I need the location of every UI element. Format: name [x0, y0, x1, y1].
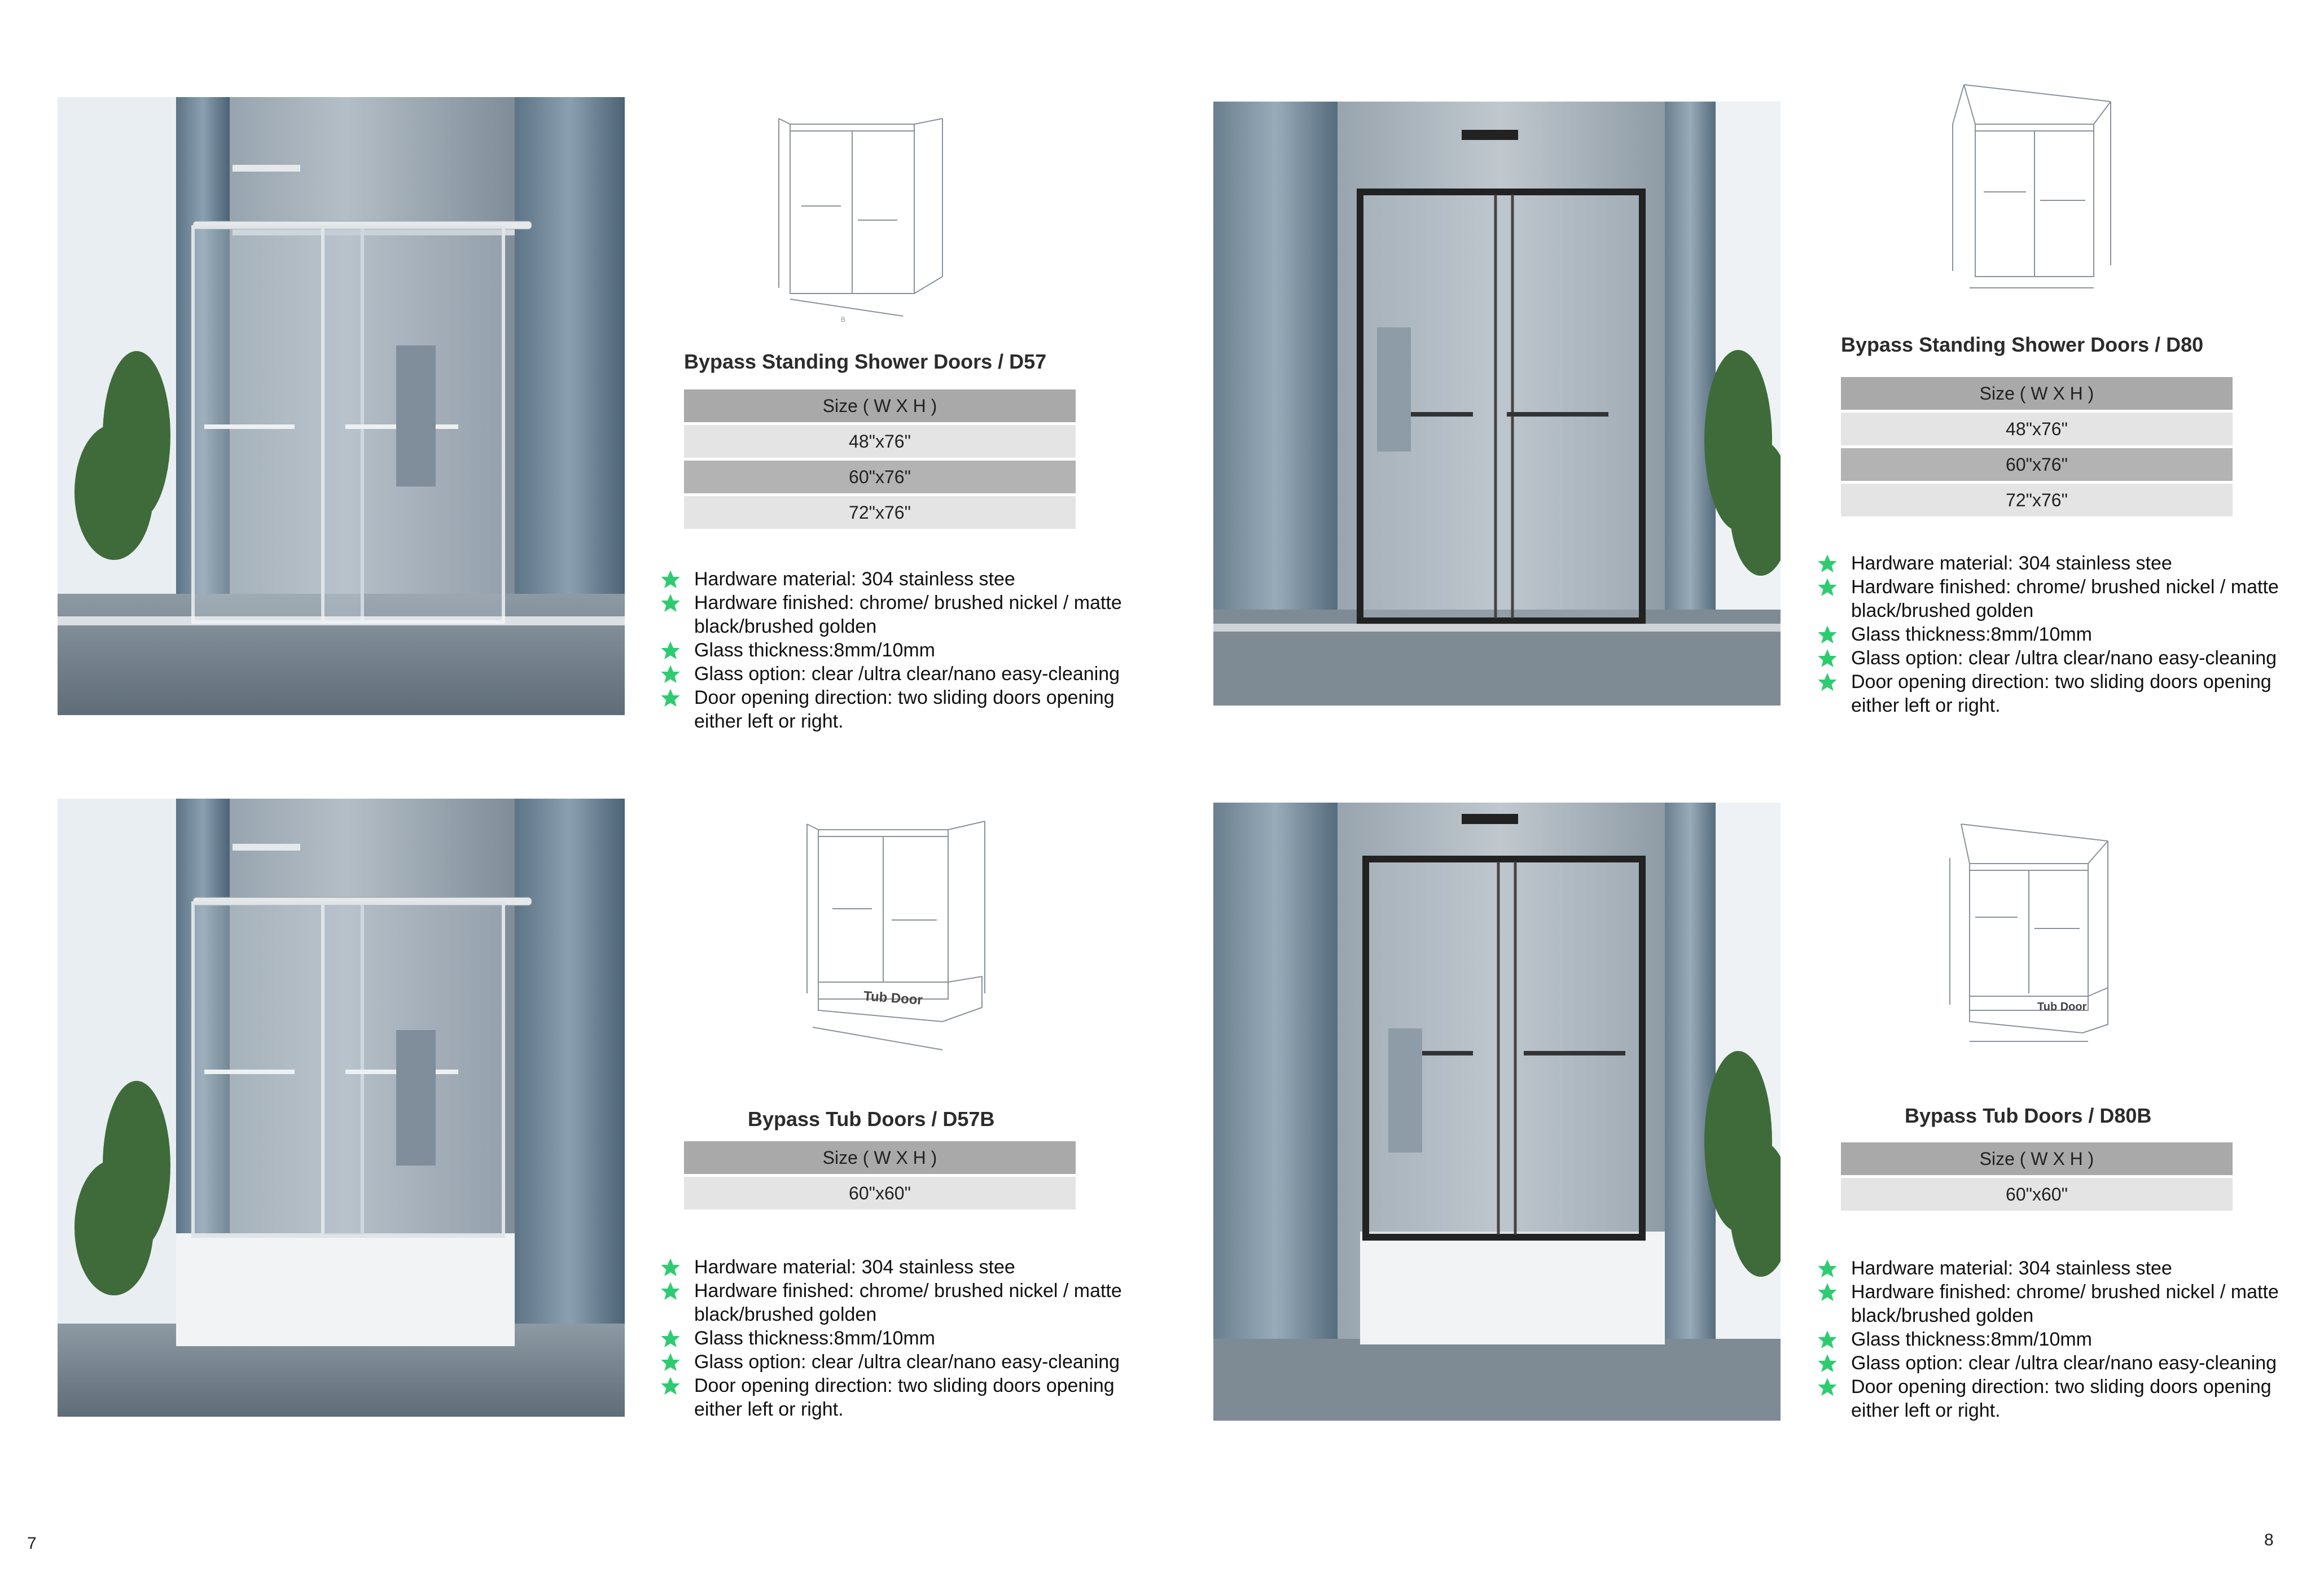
- product-title-d80: Bypass Standing Shower Doors / D80: [1841, 333, 2204, 356]
- feature-item: Hardware material: 304 stainless stee: [1816, 551, 2324, 575]
- feature-item: Hardware finished: chrome/ brushed nickel / matte black/brushed golden: [1816, 575, 2324, 623]
- feature-item: Glass thickness:8mm/10mm: [659, 1326, 1167, 1350]
- star-icon: [659, 687, 682, 709]
- size-row: 60"x60": [1841, 1178, 2233, 1211]
- size-table-d57: [684, 389, 1076, 532]
- star-icon: [1816, 671, 1839, 694]
- star-icon: [1816, 624, 1839, 646]
- feature-list-d57: [659, 567, 1167, 733]
- size-row: 48"x76": [1841, 413, 2233, 445]
- star-icon: [1816, 1376, 1839, 1399]
- feature-list-d57b: [659, 1255, 1167, 1421]
- page-number-left: 7: [27, 1534, 37, 1553]
- page-number-right: 8: [2264, 1531, 2274, 1549]
- technical-diagram-d57b: [790, 813, 1010, 1067]
- size-table-header: Size ( W X H ): [684, 1141, 1076, 1174]
- feature-item: Glass option: clear /ultra clear/nano easy-cleaning: [659, 1350, 1167, 1374]
- size-table-d80b: [1841, 1142, 2233, 1214]
- product-photo-d80: [1213, 102, 1781, 706]
- size-row: 72"x76": [684, 496, 1076, 529]
- technical-diagram-d80b: [1919, 813, 2122, 1050]
- feature-item: Glass thickness:8mm/10mm: [1816, 1328, 2324, 1351]
- product-title-d57: Bypass Standing Shower Doors / D57: [684, 350, 1047, 373]
- star-icon: [659, 1280, 682, 1303]
- feature-item: Hardware material: 304 stainless stee: [659, 567, 1167, 591]
- size-row: 60"x76": [1841, 448, 2233, 481]
- product-title-d80b: Bypass Tub Doors / D80B: [1905, 1104, 2152, 1127]
- star-icon: [659, 1375, 682, 1398]
- feature-item: Door opening direction: two sliding doors opening either left or right.: [1816, 670, 2324, 717]
- feature-list-d80: [1816, 551, 2324, 717]
- technical-diagram-d57: [756, 107, 959, 333]
- star-icon: [659, 639, 682, 662]
- size-table-header: Size ( W X H ): [1841, 1142, 2233, 1175]
- technical-diagram-d80: [1930, 79, 2122, 305]
- size-row: 48"x76": [684, 425, 1076, 458]
- diagram-label: Tub Door: [2037, 1001, 2087, 1013]
- star-icon: [659, 1351, 682, 1374]
- feature-item: Door opening direction: two sliding doors opening either left or right.: [1816, 1375, 2324, 1422]
- star-icon: [1816, 1258, 1839, 1280]
- feature-item: Hardware material: 304 stainless stee: [659, 1255, 1167, 1279]
- feature-item: Hardware finished: chrome/ brushed nickel / matte black/brushed golden: [1816, 1280, 2324, 1328]
- size-row: 60"x76": [684, 461, 1076, 493]
- star-icon: [659, 1328, 682, 1350]
- star-icon: [1816, 553, 1839, 575]
- star-icon: [1816, 1329, 1839, 1351]
- size-table-d80: [1841, 377, 2233, 519]
- feature-item: Door opening direction: two sliding doors opening either left or right.: [659, 1374, 1167, 1421]
- feature-item: Door opening direction: two sliding doors opening either left or right.: [659, 686, 1167, 733]
- star-icon: [659, 663, 682, 686]
- feature-list-d80b: [1816, 1256, 2324, 1422]
- feature-item: Hardware finished: chrome/ brushed nickel / matte black/brushed golden: [659, 1279, 1167, 1326]
- product-photo-d57: [58, 97, 625, 715]
- svg-text:B: B: [841, 316, 846, 323]
- feature-item: Glass option: clear /ultra clear/nano easy-cleaning: [659, 662, 1167, 686]
- size-table-d57b: [684, 1141, 1076, 1212]
- product-photo-d80b: [1213, 803, 1781, 1421]
- star-icon: [1816, 576, 1839, 599]
- product-photo-d57b: [58, 799, 625, 1417]
- size-table-header: Size ( W X H ): [1841, 377, 2233, 410]
- feature-item: Glass option: clear /ultra clear/nano easy-cleaning: [1816, 1351, 2324, 1375]
- size-row: 72"x76": [1841, 484, 2233, 516]
- product-title-d57b: Bypass Tub Doors / D57B: [748, 1107, 995, 1131]
- size-table-header: Size ( W X H ): [684, 389, 1076, 422]
- star-icon: [1816, 1281, 1839, 1304]
- feature-item: Glass thickness:8mm/10mm: [1816, 623, 2324, 646]
- star-icon: [659, 568, 682, 591]
- size-row: 60"x60": [684, 1177, 1076, 1210]
- feature-item: Glass option: clear /ultra clear/nano easy-cleaning: [1816, 646, 2324, 670]
- feature-item: Hardware material: 304 stainless stee: [1816, 1256, 2324, 1280]
- star-icon: [1816, 647, 1839, 670]
- star-icon: [659, 592, 682, 615]
- star-icon: [659, 1256, 682, 1279]
- feature-item: Hardware finished: chrome/ brushed nickel / matte black/brushed golden: [659, 591, 1167, 638]
- star-icon: [1816, 1352, 1839, 1375]
- feature-item: Glass thickness:8mm/10mm: [659, 638, 1167, 662]
- diagram-label: Tub Door: [863, 988, 923, 1008]
